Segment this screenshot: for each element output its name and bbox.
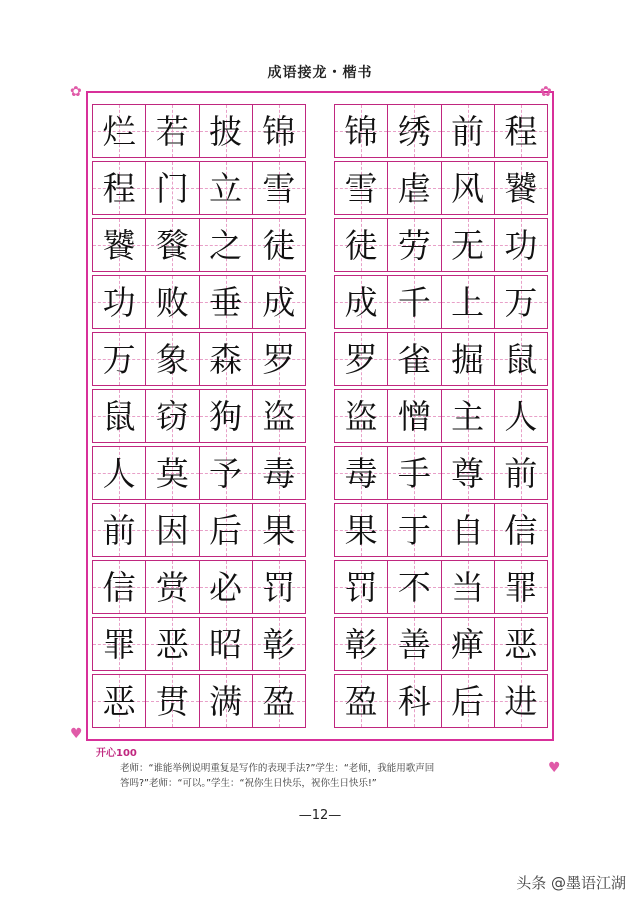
character: 之 bbox=[209, 225, 243, 265]
character-cell bbox=[388, 561, 441, 613]
idiom-row bbox=[334, 389, 548, 443]
character: 恶 bbox=[504, 624, 538, 664]
character-cell bbox=[200, 276, 253, 328]
idiom-row bbox=[334, 503, 548, 557]
character: 前 bbox=[451, 111, 485, 151]
character-cell bbox=[253, 618, 305, 670]
idiom-row bbox=[334, 161, 548, 215]
watermark: 头条 @墨语江湖 bbox=[516, 874, 626, 892]
character-cell bbox=[335, 561, 388, 613]
left-column bbox=[92, 104, 306, 731]
character-cell bbox=[200, 561, 253, 613]
character-cell bbox=[388, 390, 441, 442]
right-column bbox=[334, 104, 548, 731]
character-cell bbox=[253, 504, 305, 556]
character: 罪 bbox=[504, 567, 538, 607]
practice-grid bbox=[92, 104, 548, 731]
character-cell bbox=[442, 561, 495, 613]
character: 信 bbox=[504, 510, 538, 550]
character: 徒 bbox=[344, 225, 378, 265]
character-cell bbox=[388, 219, 441, 271]
character: 贯 bbox=[155, 681, 189, 721]
idiom-row bbox=[92, 617, 306, 671]
character-cell bbox=[495, 162, 547, 214]
idiom-row bbox=[334, 104, 548, 158]
idiom-row bbox=[334, 275, 548, 329]
character: 成 bbox=[262, 282, 296, 322]
character-cell bbox=[93, 219, 146, 271]
character-cell bbox=[146, 276, 199, 328]
character: 手 bbox=[397, 453, 431, 493]
character: 风 bbox=[451, 168, 485, 208]
character: 罗 bbox=[344, 339, 378, 379]
idiom-row bbox=[92, 275, 306, 329]
character-cell bbox=[253, 390, 305, 442]
character: 尊 bbox=[451, 453, 485, 493]
character-cell bbox=[200, 675, 253, 727]
character-cell bbox=[93, 105, 146, 157]
character-cell bbox=[146, 618, 199, 670]
character-cell bbox=[335, 162, 388, 214]
character-cell bbox=[442, 618, 495, 670]
character-cell bbox=[146, 561, 199, 613]
character-cell bbox=[93, 390, 146, 442]
character-cell bbox=[442, 675, 495, 727]
idiom-row bbox=[334, 332, 548, 386]
character: 无 bbox=[451, 225, 485, 265]
character: 鼠 bbox=[102, 396, 136, 436]
character: 科 bbox=[397, 681, 431, 721]
character-cell bbox=[200, 447, 253, 499]
character: 雪 bbox=[262, 168, 296, 208]
character-cell bbox=[200, 504, 253, 556]
character: 予 bbox=[209, 453, 243, 493]
character-cell bbox=[146, 675, 199, 727]
character: 主 bbox=[451, 396, 485, 436]
character: 饕 bbox=[504, 168, 538, 208]
character-cell bbox=[495, 390, 547, 442]
character: 千 bbox=[397, 282, 431, 322]
idiom-row bbox=[92, 389, 306, 443]
character-cell bbox=[93, 276, 146, 328]
idiom-row bbox=[92, 218, 306, 272]
character-cell bbox=[93, 561, 146, 613]
character-cell bbox=[146, 219, 199, 271]
character: 人 bbox=[504, 396, 538, 436]
character-cell bbox=[442, 162, 495, 214]
joke-line-1: 老师：“谁能举例说明重复是写作的表现手法?”学生：“老师，我能用歌声回 bbox=[120, 763, 435, 774]
character: 锦 bbox=[262, 111, 296, 151]
character: 因 bbox=[155, 510, 189, 550]
character: 盗 bbox=[344, 396, 378, 436]
idiom-row bbox=[92, 332, 306, 386]
character-cell bbox=[442, 447, 495, 499]
character: 赏 bbox=[155, 567, 189, 607]
character-cell bbox=[495, 219, 547, 271]
character-cell bbox=[93, 618, 146, 670]
character: 败 bbox=[155, 282, 189, 322]
character: 程 bbox=[102, 168, 136, 208]
character-cell bbox=[442, 390, 495, 442]
flower-icon: ✿ bbox=[70, 84, 82, 100]
heart-icon: ♥ bbox=[70, 726, 83, 742]
character: 不 bbox=[397, 567, 431, 607]
character: 人 bbox=[102, 453, 136, 493]
character: 锦 bbox=[344, 111, 378, 151]
character: 雀 bbox=[397, 339, 431, 379]
character-cell bbox=[253, 105, 305, 157]
idiom-row bbox=[334, 674, 548, 728]
idiom-row bbox=[334, 218, 548, 272]
character-cell bbox=[146, 504, 199, 556]
character: 后 bbox=[451, 681, 485, 721]
character-cell bbox=[93, 504, 146, 556]
character-cell bbox=[442, 276, 495, 328]
character-cell bbox=[442, 504, 495, 556]
character-cell bbox=[495, 504, 547, 556]
idiom-row bbox=[92, 674, 306, 728]
character-cell bbox=[335, 447, 388, 499]
character: 果 bbox=[344, 510, 378, 550]
character-cell bbox=[200, 333, 253, 385]
character: 果 bbox=[262, 510, 296, 550]
character: 功 bbox=[504, 225, 538, 265]
page-number: —12— bbox=[298, 808, 342, 823]
character: 盗 bbox=[262, 396, 296, 436]
character: 垂 bbox=[209, 282, 243, 322]
idiom-row bbox=[92, 560, 306, 614]
character-cell bbox=[388, 105, 441, 157]
character-cell bbox=[146, 447, 199, 499]
character: 掘 bbox=[451, 339, 485, 379]
character-cell bbox=[253, 675, 305, 727]
character-cell bbox=[442, 219, 495, 271]
character-cell bbox=[93, 447, 146, 499]
character: 万 bbox=[504, 282, 538, 322]
character-cell bbox=[388, 675, 441, 727]
character: 恶 bbox=[155, 624, 189, 664]
character-cell bbox=[93, 675, 146, 727]
character: 满 bbox=[209, 681, 243, 721]
character: 盈 bbox=[262, 681, 296, 721]
character: 恶 bbox=[102, 681, 136, 721]
character-cell bbox=[335, 333, 388, 385]
character: 狗 bbox=[209, 396, 243, 436]
character: 徒 bbox=[262, 225, 296, 265]
page-title: 成语接龙・楷书 bbox=[267, 65, 373, 81]
character-cell bbox=[495, 561, 547, 613]
idiom-row bbox=[92, 161, 306, 215]
character-cell bbox=[442, 333, 495, 385]
character-cell bbox=[495, 675, 547, 727]
heart-icon: ♥ bbox=[548, 760, 561, 776]
character: 于 bbox=[397, 510, 431, 550]
character-cell bbox=[335, 618, 388, 670]
character: 瘅 bbox=[451, 624, 485, 664]
character-cell bbox=[335, 504, 388, 556]
character-cell bbox=[253, 162, 305, 214]
idiom-row bbox=[92, 446, 306, 500]
character-cell bbox=[200, 219, 253, 271]
character: 昭 bbox=[209, 624, 243, 664]
character: 程 bbox=[504, 111, 538, 151]
character: 彰 bbox=[344, 624, 378, 664]
character: 象 bbox=[155, 339, 189, 379]
character-cell bbox=[495, 447, 547, 499]
character-cell bbox=[146, 333, 199, 385]
character-cell bbox=[146, 162, 199, 214]
character-cell bbox=[388, 618, 441, 670]
character-cell bbox=[335, 105, 388, 157]
flower-icon: ✿ bbox=[540, 84, 552, 100]
character-cell bbox=[335, 219, 388, 271]
character-cell bbox=[200, 105, 253, 157]
character-cell bbox=[200, 162, 253, 214]
character: 窃 bbox=[155, 396, 189, 436]
character-cell bbox=[253, 333, 305, 385]
character: 前 bbox=[504, 453, 538, 493]
character: 善 bbox=[397, 624, 431, 664]
character-cell bbox=[388, 447, 441, 499]
character: 罚 bbox=[344, 567, 378, 607]
character: 森 bbox=[209, 339, 243, 379]
character: 成 bbox=[344, 282, 378, 322]
character-cell bbox=[335, 276, 388, 328]
idiom-row bbox=[92, 503, 306, 557]
joke-tag: 开心100 bbox=[96, 748, 137, 759]
character: 披 bbox=[209, 111, 243, 151]
character-cell bbox=[93, 333, 146, 385]
character: 餮 bbox=[155, 225, 189, 265]
character: 前 bbox=[102, 510, 136, 550]
joke-line-2: 答吗?”老师：“可以。”学生：“祝你生日快乐，祝你生日快乐!” bbox=[120, 778, 377, 789]
idiom-row bbox=[334, 560, 548, 614]
character-cell bbox=[495, 276, 547, 328]
character: 当 bbox=[451, 567, 485, 607]
character: 雪 bbox=[344, 168, 378, 208]
character-cell bbox=[388, 162, 441, 214]
character: 立 bbox=[209, 168, 243, 208]
character: 必 bbox=[209, 567, 243, 607]
character: 罪 bbox=[102, 624, 136, 664]
character-cell bbox=[495, 333, 547, 385]
character: 绣 bbox=[397, 111, 431, 151]
character: 上 bbox=[451, 282, 485, 322]
character-cell bbox=[335, 675, 388, 727]
character: 后 bbox=[209, 510, 243, 550]
character: 毒 bbox=[262, 453, 296, 493]
character: 憎 bbox=[397, 396, 431, 436]
character-cell bbox=[200, 618, 253, 670]
idiom-row bbox=[92, 104, 306, 158]
character-cell bbox=[253, 447, 305, 499]
idiom-row bbox=[334, 446, 548, 500]
character-cell bbox=[253, 276, 305, 328]
character-cell bbox=[93, 162, 146, 214]
character: 莫 bbox=[155, 453, 189, 493]
character-cell bbox=[253, 561, 305, 613]
character: 劳 bbox=[397, 225, 431, 265]
character: 毒 bbox=[344, 453, 378, 493]
character-cell bbox=[388, 504, 441, 556]
character: 若 bbox=[155, 111, 189, 151]
character-cell bbox=[388, 333, 441, 385]
character-cell bbox=[200, 390, 253, 442]
character-cell bbox=[495, 105, 547, 157]
character: 万 bbox=[102, 339, 136, 379]
character: 虐 bbox=[397, 168, 431, 208]
character: 功 bbox=[102, 282, 136, 322]
character-cell bbox=[335, 390, 388, 442]
character: 烂 bbox=[102, 111, 136, 151]
character-cell bbox=[495, 618, 547, 670]
joke-box bbox=[96, 746, 546, 791]
character-cell bbox=[253, 219, 305, 271]
character: 饕 bbox=[102, 225, 136, 265]
character-cell bbox=[442, 105, 495, 157]
character: 信 bbox=[102, 567, 136, 607]
idiom-row bbox=[334, 617, 548, 671]
character-cell bbox=[388, 276, 441, 328]
character: 进 bbox=[504, 681, 538, 721]
character-cell bbox=[146, 390, 199, 442]
character: 罗 bbox=[262, 339, 296, 379]
character: 鼠 bbox=[504, 339, 538, 379]
character: 门 bbox=[155, 168, 189, 208]
character-cell bbox=[146, 105, 199, 157]
character: 自 bbox=[451, 510, 485, 550]
character: 盈 bbox=[344, 681, 378, 721]
character: 罚 bbox=[262, 567, 296, 607]
character: 彰 bbox=[262, 624, 296, 664]
